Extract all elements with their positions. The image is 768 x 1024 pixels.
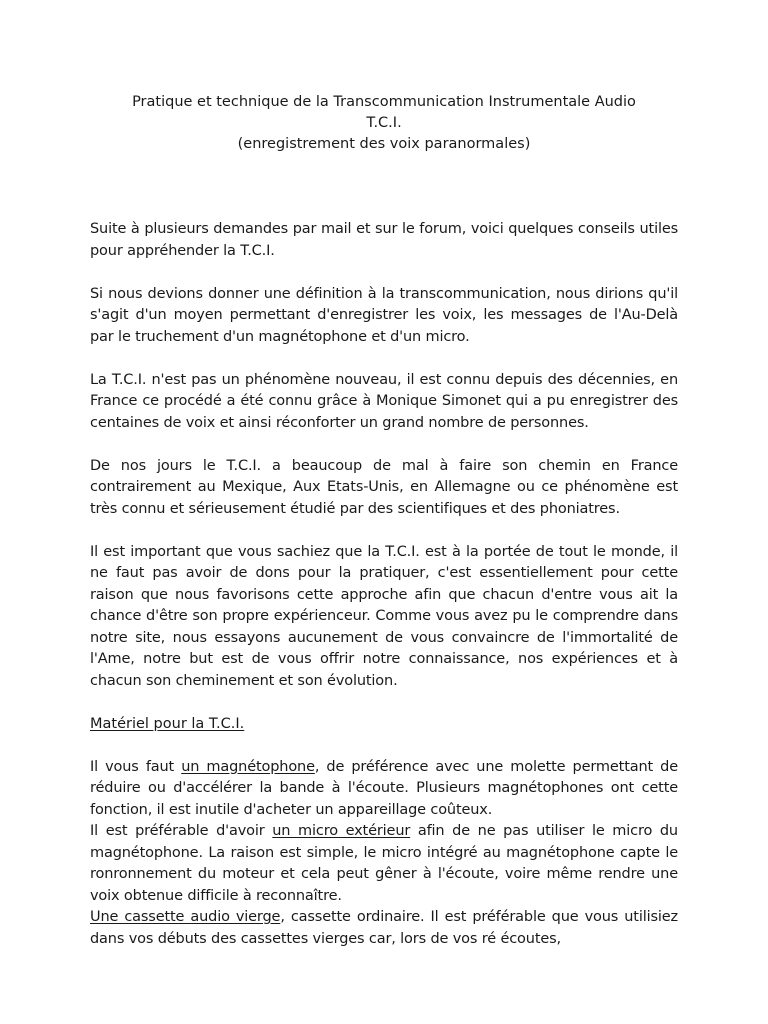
paragraph-today: De nos jours le T.C.I. a beaucoup de mal à faire son chemin en France contrairement au Mexique, Aux Etats-Unis, en Allemagne ou ce phénomène est très connu et sérieusement étudié par des scientifiques et des phoniatres.: [90, 457, 678, 517]
paragraph-intro: Suite à plusieurs demandes par mail et sur le forum, voici quelques conseils utiles pour appréhender la T.C.I.: [90, 221, 678, 259]
text-run: , cassette ordinaire. Il est préférable que vous utilisiez dans vos débuts des cassettes vierges car, lors de vos ré écoutes,: [90, 909, 678, 947]
text-run: afin de ne pas utiliser le micro du magnétophone. La raison est simple, le micro intégré au magnétophone capte le ronronnement du moteur et cela peut gêner à l'écoute, voire même rendre une voix obtenue difficile à reconnaître.: [90, 823, 678, 904]
document-page: [90, 92, 678, 950]
title-line-1: Pratique et technique de la Transcommunication Instrumentale Audio: [132, 94, 636, 110]
text-run: Il est préférable d'avoir: [90, 823, 273, 839]
underlined-term-magnetophone: un magnétophone: [181, 758, 315, 775]
document-title: [90, 92, 678, 155]
title-line-2: T.C.I.: [366, 115, 402, 131]
text-run: , de préférence avec une molette permettant de réduire ou d'accélérer la bande à l'écoute. Plusieurs magnétophones ont cette fonction, il est inutile d'acheter un appareillage coûteux.: [90, 758, 678, 818]
text-run: Il vous faut: [90, 758, 182, 775]
underlined-term-cassette: Une cassette audio vierge: [90, 909, 281, 925]
paragraph-history: La T.C.I. n'est pas un phénomène nouveau, il est connu depuis des décennies, en France ce procédé a été connu grâce à Monique Simonet qui a pu enregistrer des centaines de voix et ainsi réconforter un grand nombre de personnes.: [90, 371, 678, 431]
title-line-3: (enregistrement des voix paranormales): [237, 136, 531, 152]
underlined-term-micro: un micro extérieur: [272, 823, 411, 839]
paragraph-cassette: [90, 907, 678, 950]
section-heading-materiel: Matériel pour la T.C.I.: [90, 715, 245, 732]
paragraph-micro: [90, 821, 678, 907]
paragraph-accessibility: Il est important que vous sachiez que la T.C.I. est à la portée de tout le monde, il ne faut pas avoir de dons pour la pratiquer, c'est essentiellement pour cette raison que nous favorisons cette approche afin que chacun d'entre vous ait la chance d'être son propre expérienceur. Comme vous avez pu le comprendre dans notre site, nous essayons aucunement de vous convaincre de l'immortalité de l'Ame, notre but est de vous offrir notre connaissance, nos expériences et à chacun son cheminement et son évolution.: [90, 543, 678, 689]
paragraph-definition: Si nous devions donner une définition à la transcommunication, nous dirions qu'il s'agit d'un moyen permettant d'enregistrer les voix, les messages de l'Au-Delà par le truchement d'un magnétophone et d'un micro.: [90, 285, 678, 345]
paragraph-magnetophone: [90, 757, 678, 822]
